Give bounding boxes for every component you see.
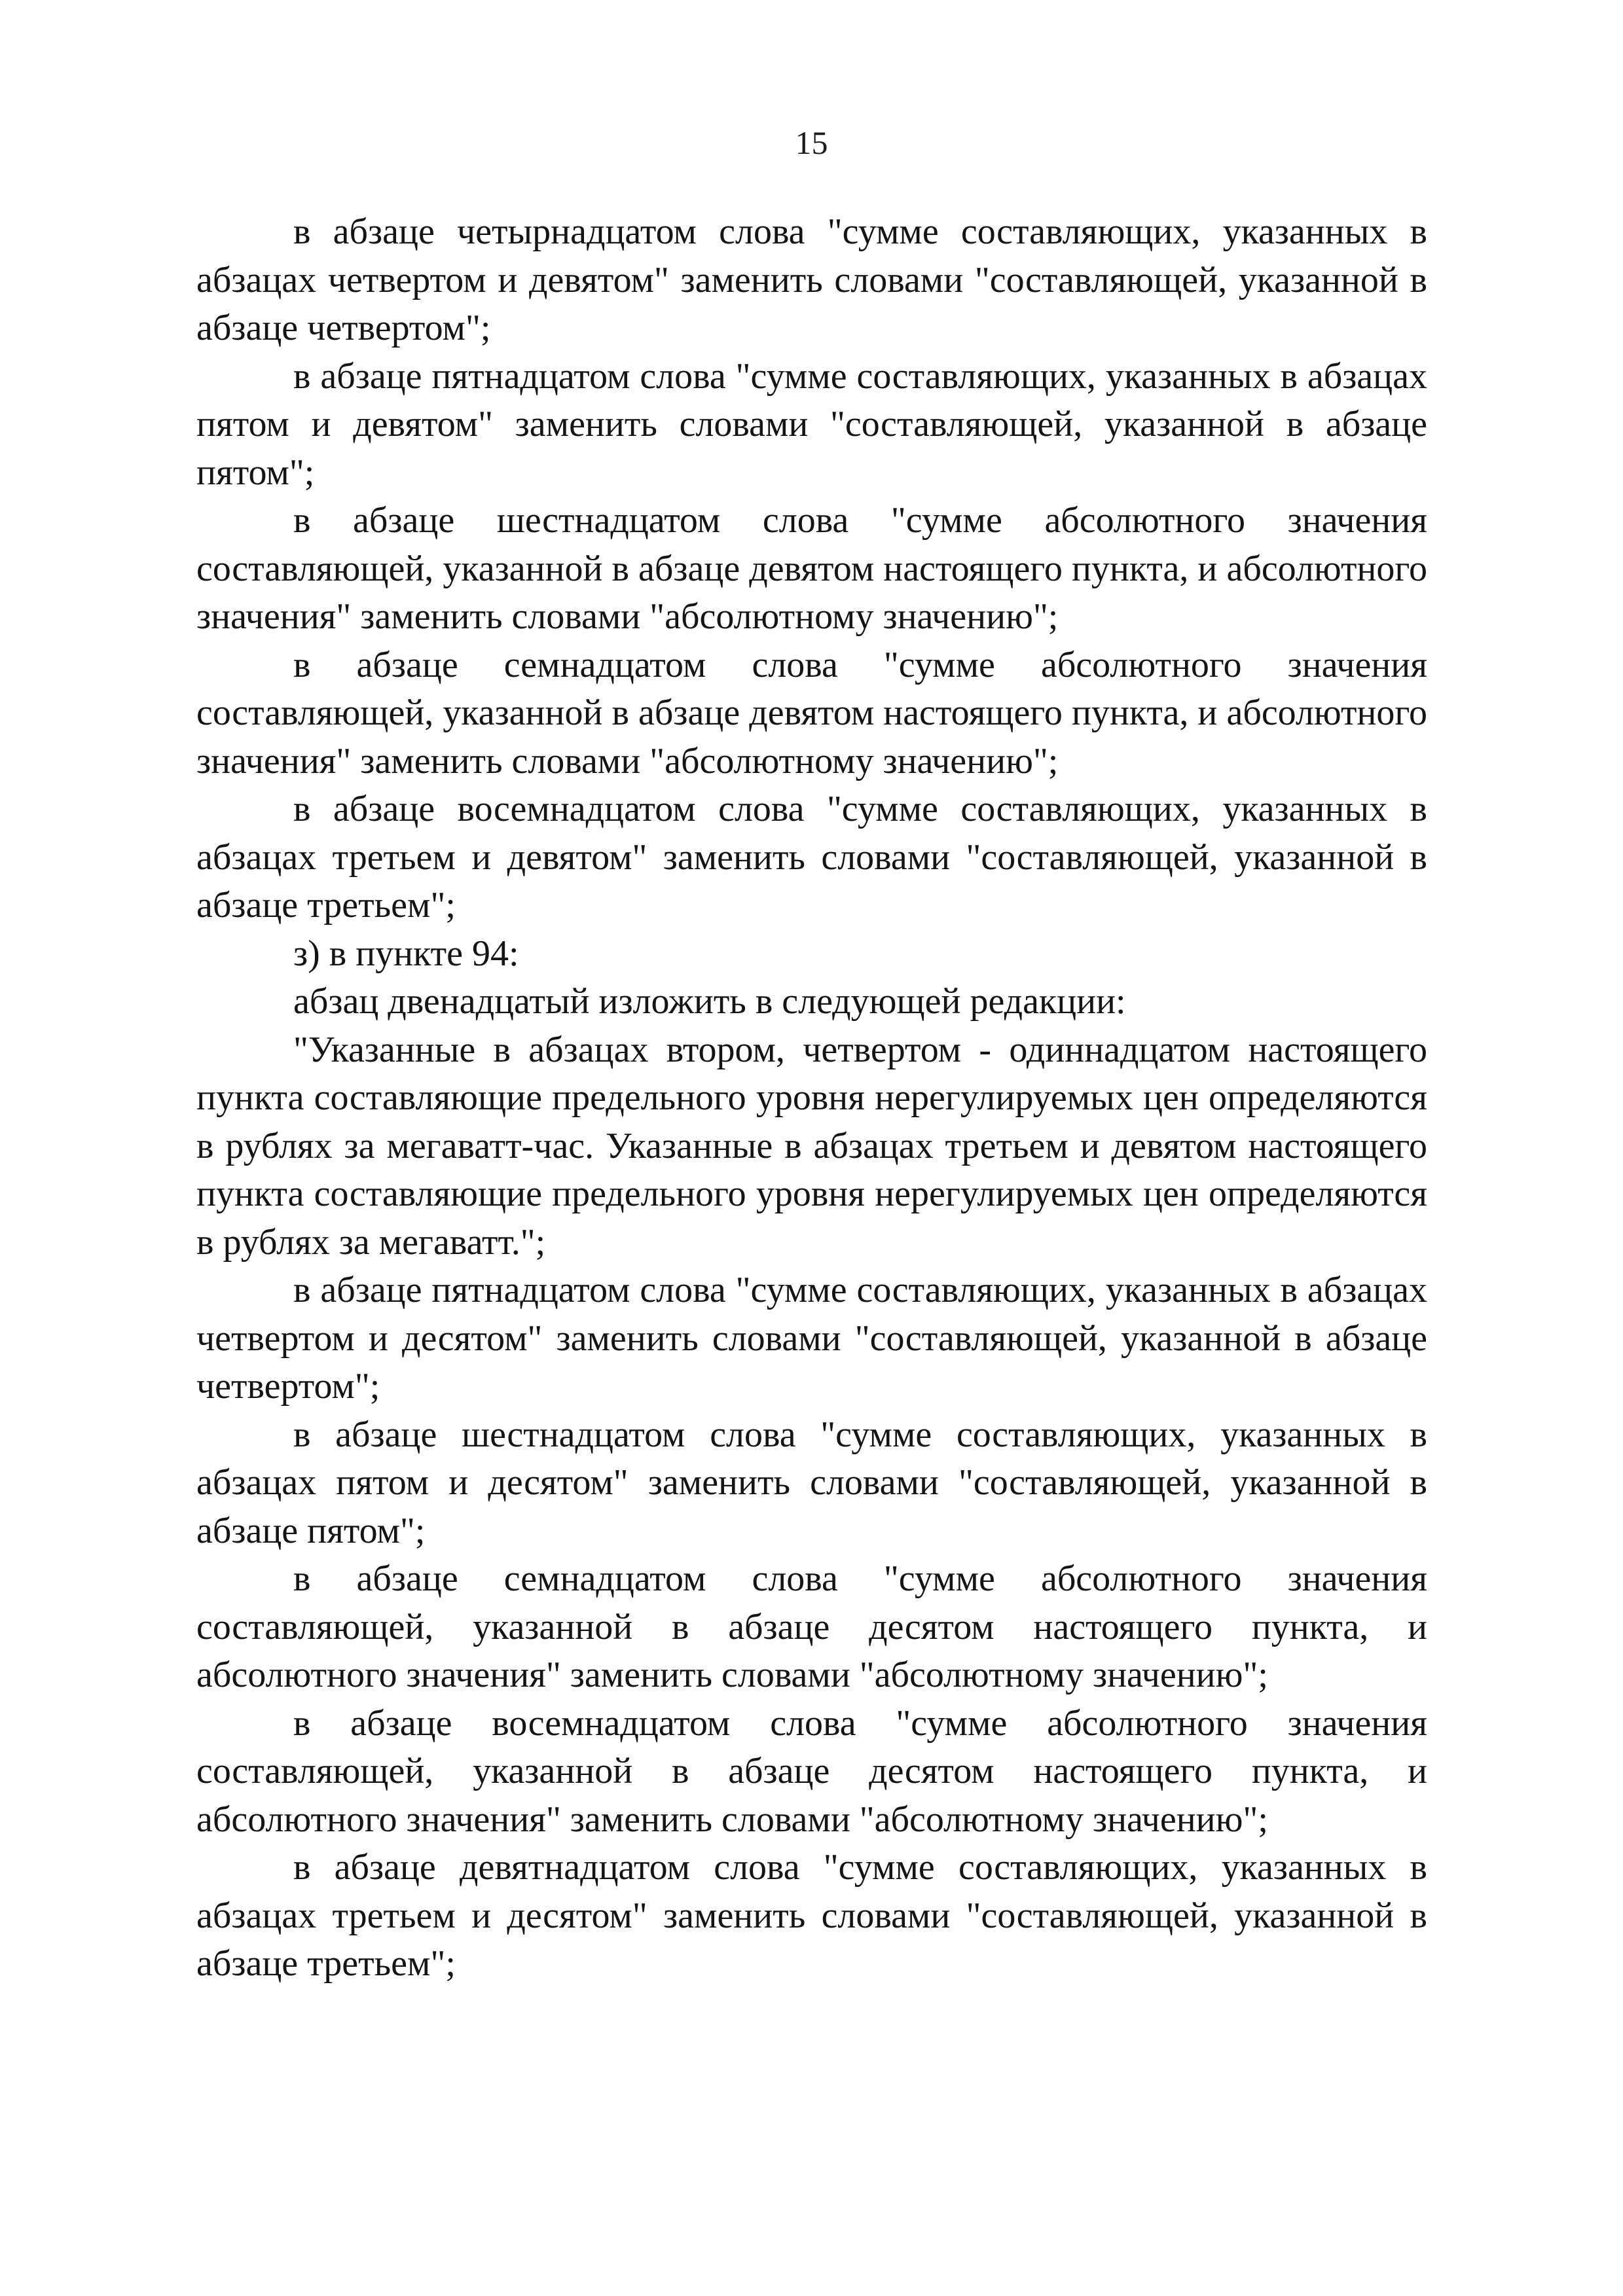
paragraph-intro-new-wording: абзац двенадцатый изложить в следующей редакции: xyxy=(293,981,1126,1022)
paragraph-p94-amend-17-abzac: в абзаце семнадцатом слова "сумме абсолютного значения составляющей, указанной в абзаце десятом настоящего пункта, и абсолютного значения" заменить словами "абсолютному значению"; xyxy=(196,1558,1427,1695)
paragraph-p94-amend-15-abzac: в абзаце пятнадцатом слова "сумме составляющих, указанных в абзацах четвертом и десятом" заменить словами "составляющей, указанной в абзаце четвертом"; xyxy=(196,1270,1427,1407)
document-body xyxy=(196,208,1427,1988)
paragraph-p94-amend-18-abzac: в абзаце восемнадцатом слова "сумме абсолютного значения составляющей, указанной в абзаце десятом настоящего пункта, и абсолютного значения" заменить словами "абсолютному значению"; xyxy=(196,1702,1427,1840)
paragraph-p94-amend-16-abzac: в абзаце шестнадцатом слова "сумме составляющих, указанных в абзацах пятом и десятом" заменить словами "составляющей, указанной в абзаце пятом"; xyxy=(196,1414,1427,1551)
paragraph-amend-18-abzac: в абзаце восемнадцатом слова "сумме составляющих, указанных в абзацах третьем и девятом" заменить словами "составляющей, указанной в абзаце третьем"; xyxy=(196,789,1427,925)
paragraph-amend-15-abzac: в абзаце пятнадцатом слова "сумме составляющих, указанных в абзацах пятом и девятом" заменить словами "составляющей, указанной в абзаце пятом"; xyxy=(196,355,1427,493)
paragraph-amend-16-abzac: в абзаце шестнадцатом слова "сумме абсолютного значения составляющей, указанной в абзаце девятом настоящего пункта, и абсолютного значения" заменить словами "абсолютному значению"; xyxy=(196,500,1427,637)
paragraph-p94-amend-19-abzac: в абзаце девятнадцатом слова "сумме составляющих, указанных в абзацах третьем и десятом" заменить словами "составляющей, указанной в абзаце третьем"; xyxy=(196,1847,1427,1984)
paragraph-amend-14-abzac: в абзаце четырнадцатом слова "сумме составляющих, указанных в абзацах четвертом и девятом" заменить словами "составляющей, указанной в абзаце четвертом"; xyxy=(196,211,1427,348)
paragraph-quoted-new-text: "Указанные в абзацах втором, четвертом - одиннадцатом настоящего пункта составляющие предельного уровня нерегулируемых цен определяются в рублях за мегаватт-час. Указанные в абзацах третьем и девятом настоящего пункта составляющие предельного уровня нерегулируемых цен определяются в рублях за мегаватт."; xyxy=(196,1029,1427,1263)
paragraph-amend-17-abzac: в абзаце семнадцатом слова "сумме абсолютного значения составляющей, указанной в абзаце девятом настоящего пункта, и абсолютного значения" заменить словами "абсолютному значению"; xyxy=(196,644,1427,781)
page-number: 15 xyxy=(795,124,828,161)
subsection-heading-z: з) в пункте 94: xyxy=(293,933,519,974)
